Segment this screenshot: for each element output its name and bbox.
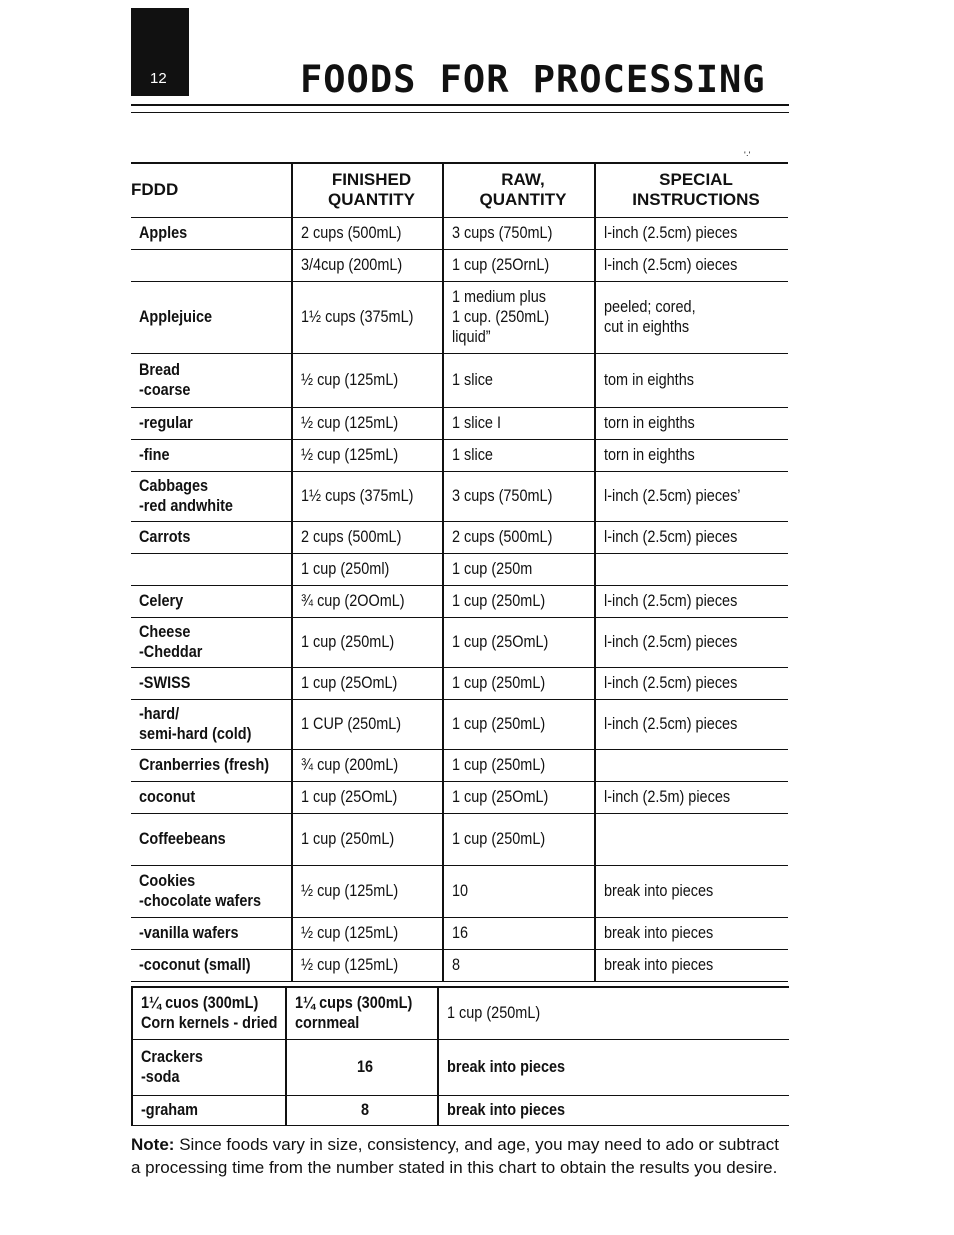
footnote — [131, 1133, 781, 1179]
cell-line: l-inch (2.5cm) pieces — [604, 223, 738, 242]
table-row — [131, 521, 788, 553]
header-finished: FINISHED QUANTITY — [292, 163, 443, 217]
cell-line: 1½ cups (375mL) — [301, 486, 414, 505]
scan-mark: '·' — [744, 150, 751, 160]
special-instructions-cell — [595, 699, 788, 749]
cell-line: l-inch (2.5cm) pieces — [604, 673, 738, 692]
special-instructions-cell — [595, 407, 788, 439]
cell-line: break into pieces — [604, 955, 714, 974]
cell-line: cornmeal — [295, 1013, 360, 1033]
raw-quantity-cell — [443, 353, 595, 407]
finished-quantity-cell — [292, 217, 443, 249]
table-row — [131, 281, 788, 353]
table-row — [131, 617, 788, 667]
table-row — [131, 249, 788, 281]
special-instructions-cell — [595, 353, 788, 407]
food-cell — [131, 521, 292, 553]
raw-quantity-cell — [438, 1039, 628, 1095]
table-row — [131, 699, 788, 749]
cell-line: tom in eighths — [604, 370, 694, 389]
table-row — [131, 471, 788, 521]
food-cell — [131, 249, 292, 281]
table-row — [131, 749, 788, 781]
table-row — [131, 217, 788, 249]
special-instructions-cell — [595, 865, 788, 917]
cell-line: break into pieces — [447, 1100, 566, 1119]
cell-line: 3/4cup (200mL) — [301, 255, 403, 274]
raw-quantity-cell — [443, 407, 595, 439]
table-row — [131, 553, 788, 585]
cell-line: ½ cup (125mL) — [301, 923, 399, 942]
food-cell — [131, 749, 292, 781]
food-cell — [132, 1095, 286, 1125]
finished-quantity-cell — [292, 521, 443, 553]
special-instructions-cell — [595, 471, 788, 521]
raw-quantity-cell — [443, 917, 595, 949]
cell-line: Cookies — [139, 871, 196, 890]
cell-line: break into pieces — [604, 881, 714, 900]
finished-quantity-cell — [286, 1039, 438, 1095]
finished-quantity-cell — [292, 667, 443, 699]
cell-line: 1 cup (250mL) — [447, 1003, 541, 1023]
cell-line: 16 — [452, 923, 469, 942]
cell-line: ½ cup (125mL) — [301, 370, 399, 389]
cell-line: 1 cup (250mL) — [301, 829, 395, 848]
cell-line: l-inch (2.5cm) pieces — [604, 527, 738, 546]
table-header-row — [131, 163, 788, 217]
cell-line: 1 cup (25OmL) — [452, 632, 549, 651]
table-row — [131, 813, 788, 865]
raw-quantity-cell — [443, 617, 595, 667]
raw-quantity-cell — [443, 585, 595, 617]
finished-quantity-cell — [292, 699, 443, 749]
raw-quantity-cell — [443, 217, 595, 249]
cell-line: 1 cup (250mL) — [452, 673, 546, 692]
raw-quantity-cell — [443, 249, 595, 281]
cell-line: -SWISS — [139, 673, 191, 692]
cell-line: 1 cup (250ml) — [301, 559, 390, 578]
raw-quantity-cell — [438, 987, 628, 1039]
food-cell — [131, 353, 292, 407]
cell-line: break into pieces — [447, 1057, 566, 1076]
special-instructions-cell — [628, 1095, 789, 1125]
raw-quantity-cell — [443, 813, 595, 865]
table-row — [131, 407, 788, 439]
special-instructions-cell — [595, 781, 788, 813]
raw-quantity-cell — [443, 949, 595, 981]
cell-line: Cranberries (fresh) — [139, 755, 270, 774]
note-label: Note: — [131, 1135, 175, 1154]
cell-line: 1 cup (250mL) — [301, 632, 395, 651]
cell-line: 3 cups (750mL) — [452, 486, 553, 505]
food-cell — [131, 407, 292, 439]
special-instructions-cell — [595, 553, 788, 585]
cell-line: l-inch (2.5cm) pieces — [604, 632, 738, 651]
cell-line: Bread — [139, 360, 180, 379]
cell-line: 16 — [356, 1057, 373, 1076]
raw-quantity-cell — [443, 865, 595, 917]
finished-quantity-cell — [292, 471, 443, 521]
table-row — [132, 1095, 789, 1125]
food-cell — [131, 217, 292, 249]
cell-line: Cabbages — [139, 476, 209, 495]
cell-line: torn in eighths — [604, 413, 695, 432]
food-cell — [131, 699, 292, 749]
finished-quantity-cell — [292, 949, 443, 981]
finished-quantity-cell — [292, 249, 443, 281]
special-instructions-cell — [628, 1039, 789, 1095]
raw-quantity-cell — [443, 749, 595, 781]
special-instructions-cell — [595, 917, 788, 949]
cell-line: 1 slice — [452, 445, 493, 464]
cell-line: 1 cup. (250mL) — [452, 307, 550, 326]
raw-quantity-cell — [443, 521, 595, 553]
table-row — [131, 585, 788, 617]
food-cell — [131, 949, 292, 981]
title-rule-thin — [131, 112, 789, 113]
cell-line: 1 slice — [452, 370, 493, 389]
cell-line: ½ cup (125mL) — [301, 413, 399, 432]
food-cell — [132, 987, 286, 1039]
cell-line: 8 — [452, 955, 461, 974]
finished-quantity-cell — [292, 585, 443, 617]
table-row — [132, 1039, 789, 1095]
cell-line: 1 cup (250mL) — [452, 829, 546, 848]
food-cell — [131, 439, 292, 471]
finished-quantity-cell — [292, 865, 443, 917]
cell-line: 8 — [361, 1100, 370, 1119]
finished-quantity-cell — [292, 353, 443, 407]
food-cell — [131, 865, 292, 917]
raw-quantity-cell — [438, 1095, 628, 1125]
page-title: FOODS FOR PROCESSING — [300, 58, 766, 101]
raw-quantity-cell — [443, 781, 595, 813]
cell-line: -coconut (small) — [139, 955, 251, 974]
food-cell — [131, 585, 292, 617]
cell-line: ¾ cup (200mL) — [301, 755, 399, 774]
cell-line: Corn kernels - dried — [141, 1013, 278, 1033]
cell-line: l-inch (2.5cm) pieces — [604, 591, 738, 610]
cell-line: cut in eighths — [604, 317, 690, 336]
cell-line: 1 CUP (250mL) — [301, 714, 402, 733]
cell-line: semi-hard (cold) — [139, 724, 252, 743]
cell-line: 2 cups (500mL) — [452, 527, 553, 546]
table-row — [131, 781, 788, 813]
special-instructions-cell — [628, 987, 789, 1039]
header-special: SPECIAL INSTRUCTIONS — [595, 163, 788, 217]
special-instructions-cell — [595, 949, 788, 981]
cell-line: 2 cups (500mL) — [301, 527, 402, 546]
raw-quantity-cell — [443, 281, 595, 353]
food-cell — [131, 917, 292, 949]
cell-line: Coffeebeans — [139, 829, 226, 848]
cell-line: coconut — [139, 787, 196, 806]
special-instructions-cell — [595, 585, 788, 617]
finished-quantity-cell — [292, 553, 443, 585]
finished-quantity-cell — [286, 1095, 438, 1125]
cell-line: Applejuice — [139, 307, 213, 326]
cell-line: -coarse — [139, 380, 191, 399]
cell-line: liquid” — [452, 327, 491, 346]
cell-line: 1 slice I — [452, 413, 501, 432]
finished-quantity-cell — [292, 749, 443, 781]
special-instructions-cell — [595, 749, 788, 781]
header-food: FDDD — [131, 180, 179, 200]
cell-line: 1½ cups (375mL) — [301, 307, 414, 326]
cell-line: 3 cups (750mL) — [452, 223, 553, 242]
raw-quantity-cell — [443, 553, 595, 585]
note-text: Since foods vary in size, consistency, and age, you may need to ado or subtract a processing time from the number stated in this chart to obtain the results you desire. — [131, 1135, 779, 1177]
cell-line: 1¼ cuos (300mL) — [141, 993, 259, 1013]
table-row — [132, 987, 789, 1039]
special-instructions-cell — [595, 281, 788, 353]
cell-line: ½ cup (125mL) — [301, 445, 399, 464]
raw-quantity-cell — [443, 471, 595, 521]
raw-quantity-cell — [443, 439, 595, 471]
foods-table — [131, 162, 788, 982]
food-cell — [131, 813, 292, 865]
special-instructions-cell — [595, 249, 788, 281]
cell-line: ½ cup (125mL) — [301, 955, 399, 974]
cell-line: Apples — [139, 223, 188, 242]
finished-quantity-cell — [292, 917, 443, 949]
cell-line: Celery — [139, 591, 184, 610]
special-instructions-cell — [595, 217, 788, 249]
cell-line: 1 cup (25OmL) — [452, 787, 549, 806]
special-instructions-cell — [595, 813, 788, 865]
table-row — [131, 353, 788, 407]
cell-line: 1 cup (250mL) — [452, 591, 546, 610]
cell-line: 1 cup (25OrnL) — [452, 255, 550, 274]
table-row — [131, 439, 788, 471]
finished-quantity-cell — [292, 407, 443, 439]
cell-line: torn in eighths — [604, 445, 695, 464]
cell-line: Cheese — [139, 622, 191, 641]
cell-line: -chocolate wafers — [139, 891, 262, 910]
cell-line: 1 medium plus — [452, 287, 546, 306]
food-cell — [131, 667, 292, 699]
special-instructions-cell — [595, 617, 788, 667]
special-instructions-cell — [595, 667, 788, 699]
food-cell — [131, 471, 292, 521]
title-rule — [131, 104, 789, 106]
special-instructions-cell — [595, 439, 788, 471]
finished-quantity-cell — [292, 781, 443, 813]
food-cell — [131, 553, 292, 585]
food-cell — [132, 1039, 286, 1095]
page-number: 12 — [150, 70, 167, 87]
raw-quantity-cell — [443, 699, 595, 749]
cell-line: 1 cup (250mL) — [452, 755, 546, 774]
cell-line: l-inch (2.5m) pieces — [604, 787, 731, 806]
table-row — [131, 865, 788, 917]
special-instructions-cell — [595, 521, 788, 553]
cell-line: 1¼ cups (300mL) — [295, 993, 413, 1013]
header-raw: RAW, QUANTITY — [443, 163, 595, 217]
food-cell — [131, 781, 292, 813]
finished-quantity-cell — [292, 813, 443, 865]
finished-quantity-cell — [292, 439, 443, 471]
cell-line: 1 cup (250m — [452, 559, 533, 578]
raw-quantity-cell — [443, 667, 595, 699]
finished-quantity-cell — [292, 281, 443, 353]
table-row — [131, 917, 788, 949]
food-cell — [131, 281, 292, 353]
foods-table-continued — [131, 986, 789, 1126]
food-cell — [131, 617, 292, 667]
cell-line: -graham — [141, 1100, 199, 1119]
cell-line: Carrots — [139, 527, 191, 546]
cell-line: Crackers — [141, 1047, 203, 1066]
finished-quantity-cell — [292, 617, 443, 667]
cell-line: break into pieces — [604, 923, 714, 942]
cell-line: -fine — [139, 445, 170, 464]
cell-line: -soda — [141, 1067, 180, 1086]
cell-line: l-inch (2.5cm) pieces’ — [604, 486, 741, 505]
cell-line: -hard/ — [139, 704, 180, 723]
table-row — [131, 949, 788, 981]
table-row — [131, 667, 788, 699]
cell-line: l-inch (2.5cm) pieces — [604, 714, 738, 733]
cell-line: ½ cup (125mL) — [301, 881, 399, 900]
cell-line: 1 cup (250mL) — [452, 714, 546, 733]
cell-line: -red andwhite — [139, 496, 233, 515]
finished-quantity-cell — [286, 987, 438, 1039]
cell-line: ¾ cup (2OOmL) — [301, 591, 405, 610]
cell-line: -vanilla wafers — [139, 923, 239, 942]
cell-line: l-inch (2.5cm) oieces — [604, 255, 738, 274]
cell-line: -Cheddar — [139, 642, 203, 661]
cell-line: 10 — [452, 881, 469, 900]
cell-line: -regular — [139, 413, 193, 432]
cell-line: 2 cups (500mL) — [301, 223, 402, 242]
cell-line: 1 cup (25OmL) — [301, 673, 398, 692]
cell-line: peeled; cored, — [604, 297, 696, 316]
cell-line: 1 cup (25OmL) — [301, 787, 398, 806]
